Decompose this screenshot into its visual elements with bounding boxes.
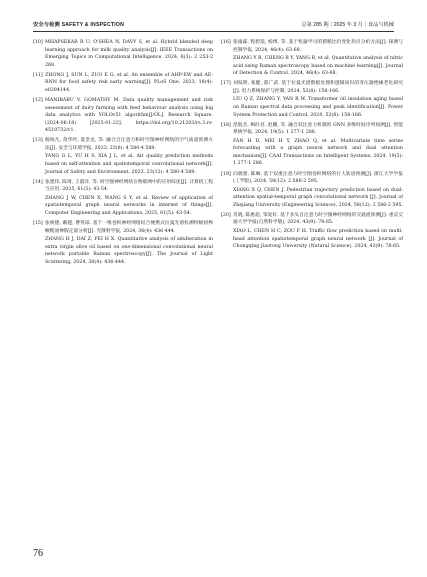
reference-text-english: ZHANG H J, DAI Z, FEI H X. Quantitative analysis of adulteration in extra virgin olive oil based on one-dimensional convolutional neural network portable Raman spectroscopy[J]. The Journal of Light Scattering, 2024, 36(4): 436-444. bbox=[45, 237, 213, 265]
reference-text: MHAPSEKAR R U, O'SHEA N, DAVY S, et al. Hybrid blended deep learning approach for milk quality analysis[J]. IEEE Transactions on Emerging Topics in Computational Intelligence, 2024, 8(3): 2 253-2 268. bbox=[45, 40, 213, 68]
reference-text: 张雍霖, 程碧琰, 杨博, 等. 基于机器学习的猪粮比价变化拐点分析方法[J]. 探测与控制学报, 2024, 46(4): 63-68. bbox=[233, 40, 403, 53]
reference-item bbox=[33, 39, 213, 69]
reference-text-english: YANG G L, YU H S, XIA J L, et al. Air quality prediction methods based on self-attention and spatiotemporal convolutional network[J]. Journal of Safety and Environment, 2023, 23(12): 4 580-4 589. bbox=[45, 154, 213, 175]
reference-text: 范航杰, 梅旺君, 赵鹏, 等. 融合双注意力机制的 GNN 多维时间序列预测[J]. 智能系统学报, 2024, 19(5): 1 277-1 286. bbox=[233, 122, 403, 136]
reference-number: [13] bbox=[33, 138, 43, 144]
reference-text: 刘权明, 张健, 邵广武. 基于拉曼光谱数据处理和逻辑回归的变压器绝缘老化研究[J]. 电力系统保护与控制, 2024, 52(8): 158-166. bbox=[233, 81, 403, 94]
reference-item bbox=[33, 137, 213, 176]
reference-text: 肖晓, 陈惠超, 邹复好. 基于多头自注意力时空图神经网络的交通流预测[J]. 重庆交通大学学报(自然科学版), 2024, 43(9): 78-85. bbox=[233, 212, 403, 226]
references-right-column bbox=[221, 39, 403, 253]
reference-item bbox=[221, 122, 403, 168]
reference-text: 张建伟, 陈琦, 王淑洋, 等. 时空图神经网络在物联网中的应用综述[J]. 计算机工程与应用, 2025, 61(5): 43-54. bbox=[45, 179, 213, 193]
reference-item bbox=[33, 72, 213, 95]
reference-number: [17] bbox=[221, 81, 231, 87]
reference-item bbox=[221, 39, 403, 78]
reference-item bbox=[33, 220, 213, 266]
reference-text-english: ZHANG Y R, CHENG B Y, YANG B, et al. Quantitative analysis of nitric acid using Raman spectroscopy based on machine learning[J]. Journal of Detection & Control, 2024, 46(4): 63-68. bbox=[233, 56, 403, 77]
header-divider bbox=[33, 31, 394, 32]
reference-number: [18] bbox=[221, 122, 231, 128]
reference-text-english: XIAO L, CHEN H C, ZOU F H. Traffic flow prediction based on multi-head attention spatiotemporal graph neural network [J]. Journal of Chongqing Jiaotong University (Natural Science), 2024, 43(9): 78-85. bbox=[233, 228, 403, 250]
reference-text-english: XIANG X Q, CHEN J. Pedestrian trajectory prediction based on dual-attention spatial-temporal graph convolutional network [J]. Journal of Zhejiang University (Engineering Science), 2024, 58(12): 2 586-2 595. bbox=[233, 187, 404, 208]
reference-number: [20] bbox=[221, 212, 231, 218]
page-number: 76 bbox=[33, 548, 43, 559]
reference-text: MANIBABU V, GOMATHY M. Data quality management and risk assessment of dairy farming with feed behaviour analysis using big data analytics with YOLOv51 algorithm[J/OL]. Research Square. (2024-06-18) [2025-01-22]. https://doi.org/10.21203/rs.3.rs-4519732/v1. bbox=[45, 98, 213, 134]
reference-text-english: FAN H D, MEI H Y, ZHAO Q, et al. Multivariate time series forecasting with a graph neural network and dual attention mechanism[J]. CAAI Transactions on Intelligent Systems, 2024, 19(5): 1 277-1 286. bbox=[233, 138, 403, 167]
reference-number: [12] bbox=[33, 98, 43, 104]
reference-number: [16] bbox=[221, 40, 231, 45]
references-left-column bbox=[33, 39, 213, 269]
journal-section-label: 安全与检测 SAFETY & INSPECTION bbox=[33, 22, 125, 28]
reference-item bbox=[221, 212, 403, 251]
page-header bbox=[33, 20, 394, 30]
reference-item bbox=[221, 80, 403, 119]
reference-number: [15] bbox=[33, 221, 43, 226]
reference-number: [19] bbox=[221, 171, 231, 177]
reference-item bbox=[33, 179, 213, 218]
reference-text: 张焕德, 戴越, 曹英琼. 基于一维卷积神经网络结合便携式拉曼光谱检测特级初榨橄榄油掺假定量分析[J]. 光散射学报, 2024, 36(4): 436-444. bbox=[45, 221, 213, 234]
reference-item bbox=[33, 97, 213, 135]
reference-number: [11] bbox=[33, 72, 43, 78]
reference-item bbox=[221, 171, 403, 210]
reference-text-english: ZHANG J W, CHEN X, WANG S Y, et al. Review of application of spatiotemporal graph neural networks in internet of things[J]. Computer Engineering and Applications, 2025, 61(5): 43-54. bbox=[45, 195, 213, 216]
reference-number: [10] bbox=[33, 40, 43, 45]
reference-text: 向晓想, 陈琳. 基于双重注意力时空图卷积网络的行人轨迹预测[J]. 浙江大学学报(工学版), 2024, 58(12): 2 586-2 595. bbox=[233, 171, 403, 185]
reference-text-english: LIU Q Z, ZHANG Y, YAN R W. Transformer oil insulation aging based on Raman spectral data processing and peak identification[J]. Power System Protection and Control, 2024, 52(8): 158-166. bbox=[233, 97, 403, 118]
reference-text: ZHONG J, SUN L, ZUO E G, et al. An ensemble of AHP-EW and AE-RNN for food safety risk early warning[J]. PLoS One, 2023, 18(4): e0284144. bbox=[45, 72, 213, 93]
reference-number: [14] bbox=[33, 179, 43, 185]
reference-text: 杨锐凡, 余华吟, 夏金龙, 等. 融合自注意力和时空图神经网络的空气质量预测方法[J]. 安全与环境学报, 2023, 23(8): 4 580-4 589. bbox=[45, 138, 213, 151]
issue-info: 总第 285 期｜2025 年 3 月｜食品与机械 bbox=[301, 22, 394, 28]
